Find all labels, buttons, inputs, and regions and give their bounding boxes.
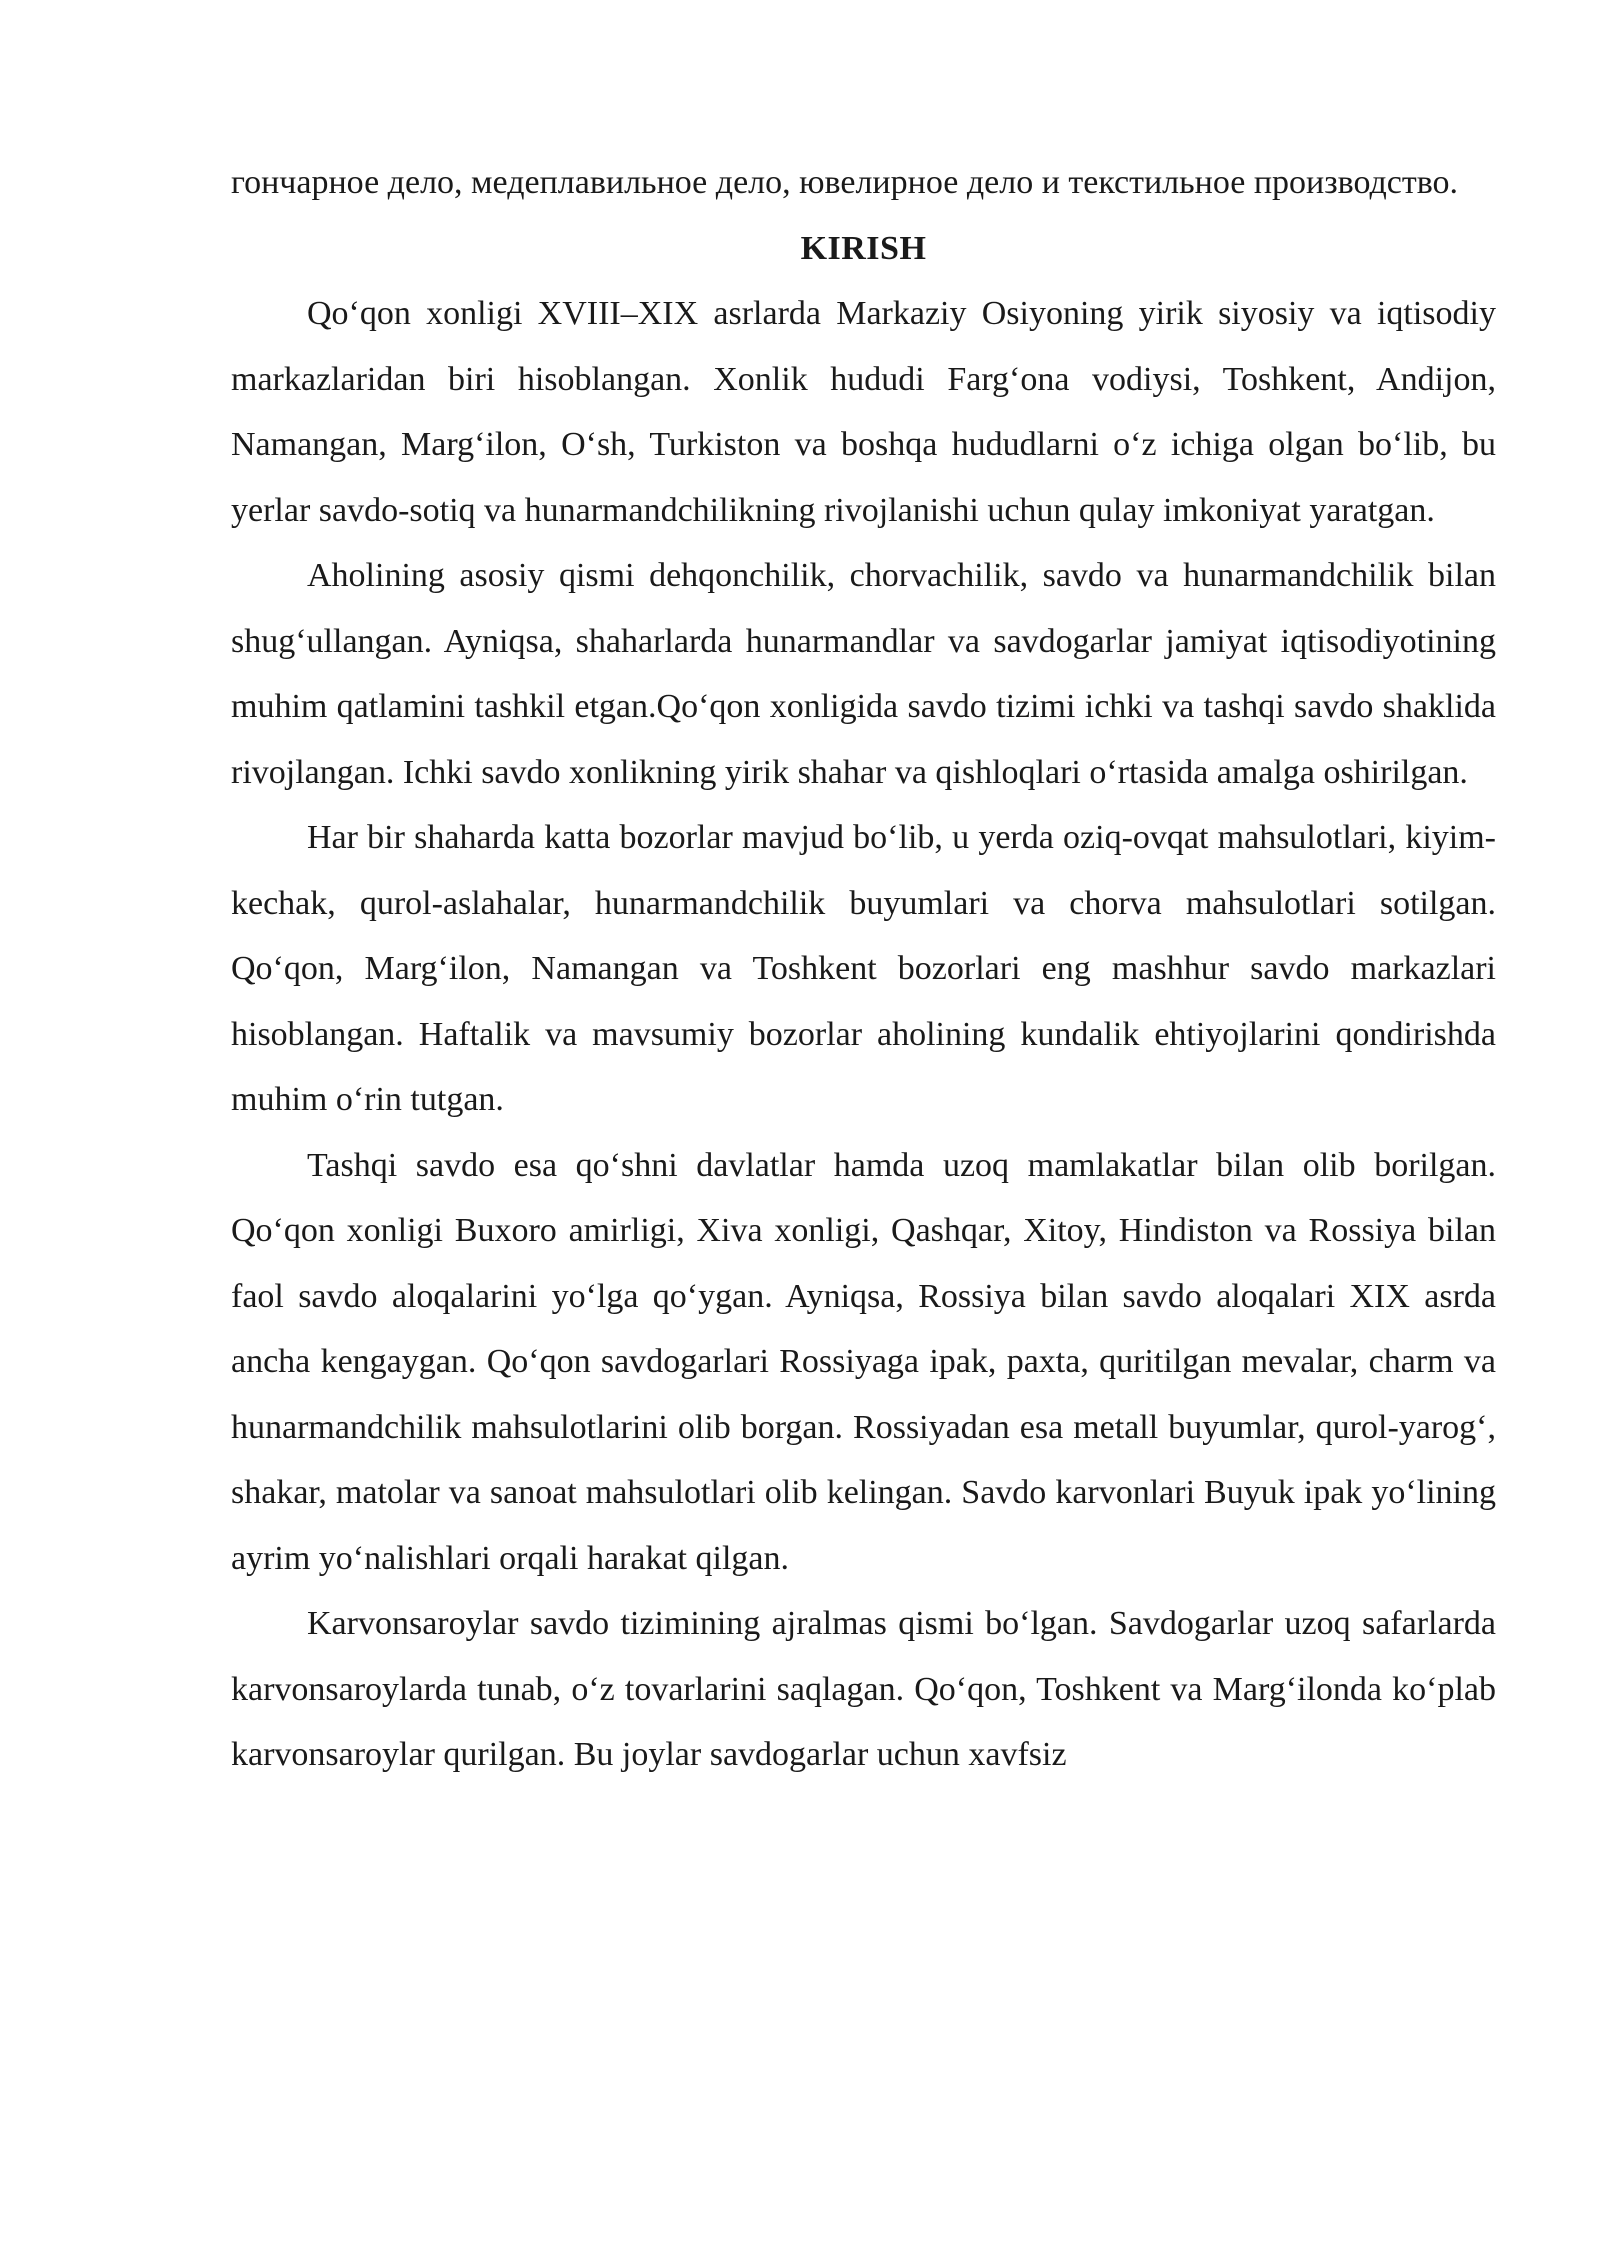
section-heading: KIRISH	[800, 229, 927, 267]
paragraph-3: Har bir shaharda katta bozorlar mavjud bo‘lib, u yerda oziq-ovqat mahsulotlari, kiyim-kechak, qurol-aslahalar, hunarmandchilik buyumlari va chorva mahsulotlari sotilgan. Qo‘qon, Marg‘ilon, Namangan va Toshkent bozorlari eng mashhur savdo markazlari hisoblangan. Haftalik va mavsumiy bozorlar aholining kundalik ehtiyojlarini qondirishda muhim o‘rin tutgan.	[231, 819, 1496, 1118]
paragraph-2: Aholining asosiy qismi dehqonchilik, chorvachilik, savdo va hunarmandchilik bilan shug‘ullangan. Ayniqsa, shaharlarda hunarmandlar va savdogarlar jamiyat iqtisodiyotining muhim qatlamini tashkil etgan.Qo‘qon xonligida savdo tizimi ichki va tashqi savdo shaklida rivojlangan. Ichki savdo xonlikning yirik shahar va qishloqlari o‘rtasida amalga oshirilgan.	[231, 557, 1496, 791]
document-body	[231, 150, 1496, 1788]
continuation-paragraph: гончарное дело, медеплавильное дело, ювелирное дело и текстильное производство.	[231, 164, 1459, 201]
paragraph-5: Karvonsaroylar savdo tizimining ajralmas qismi bo‘lgan. Savdogarlar uzoq safarlarda karvonsaroylarda tunab, o‘z tovarlarini saqlagan. Qo‘qon, Toshkent va Marg‘ilonda ko‘plab karvonsaroylar qurilgan. Bu joylar savdogarlar uchun xavfsiz	[231, 1605, 1496, 1773]
paragraph-4: Tashqi savdo esa qo‘shni davlatlar hamda uzoq mamlakatlar bilan olib borilgan. Qo‘qon xonligi Buxoro amirligi, Xiva xonligi, Qashqar, Xitoy, Hindiston va Rossiya bilan faol savdo aloqalarini yo‘lga qo‘ygan. Ayniqsa, Rossiya bilan savdo aloqalari XIX asrda ancha kengaygan. Qo‘qon savdogarlari Rossiyaga ipak, paxta, quritilgan mevalar, charm va hunarmandchilik mahsulotlarini olib borgan. Rossiyadan esa metall buyumlar, qurol-yarog‘, shakar, matolar va sanoat mahsulotlari olib kelingan. Savdo karvonlari Buyuk ipak yo‘lining ayrim yo‘nalishlari orqali harakat qilgan.	[231, 1146, 1496, 1577]
paragraph-1: Qo‘qon xonligi XVIII–XIX asrlarda Markaziy Osiyoning yirik siyosiy va iqtisodiy markazlaridan biri hisoblangan. Xonlik hududi Farg‘ona vodiysi, Toshkent, Andijon, Namangan, Marg‘ilon, O‘sh, Turkiston va boshqa hududlarni o‘z ichiga olgan bo‘lib, bu yerlar savdo-sotiq va hunarmandchilikning rivojlanishi uchun qulay imkoniyat yaratgan.	[231, 295, 1496, 529]
